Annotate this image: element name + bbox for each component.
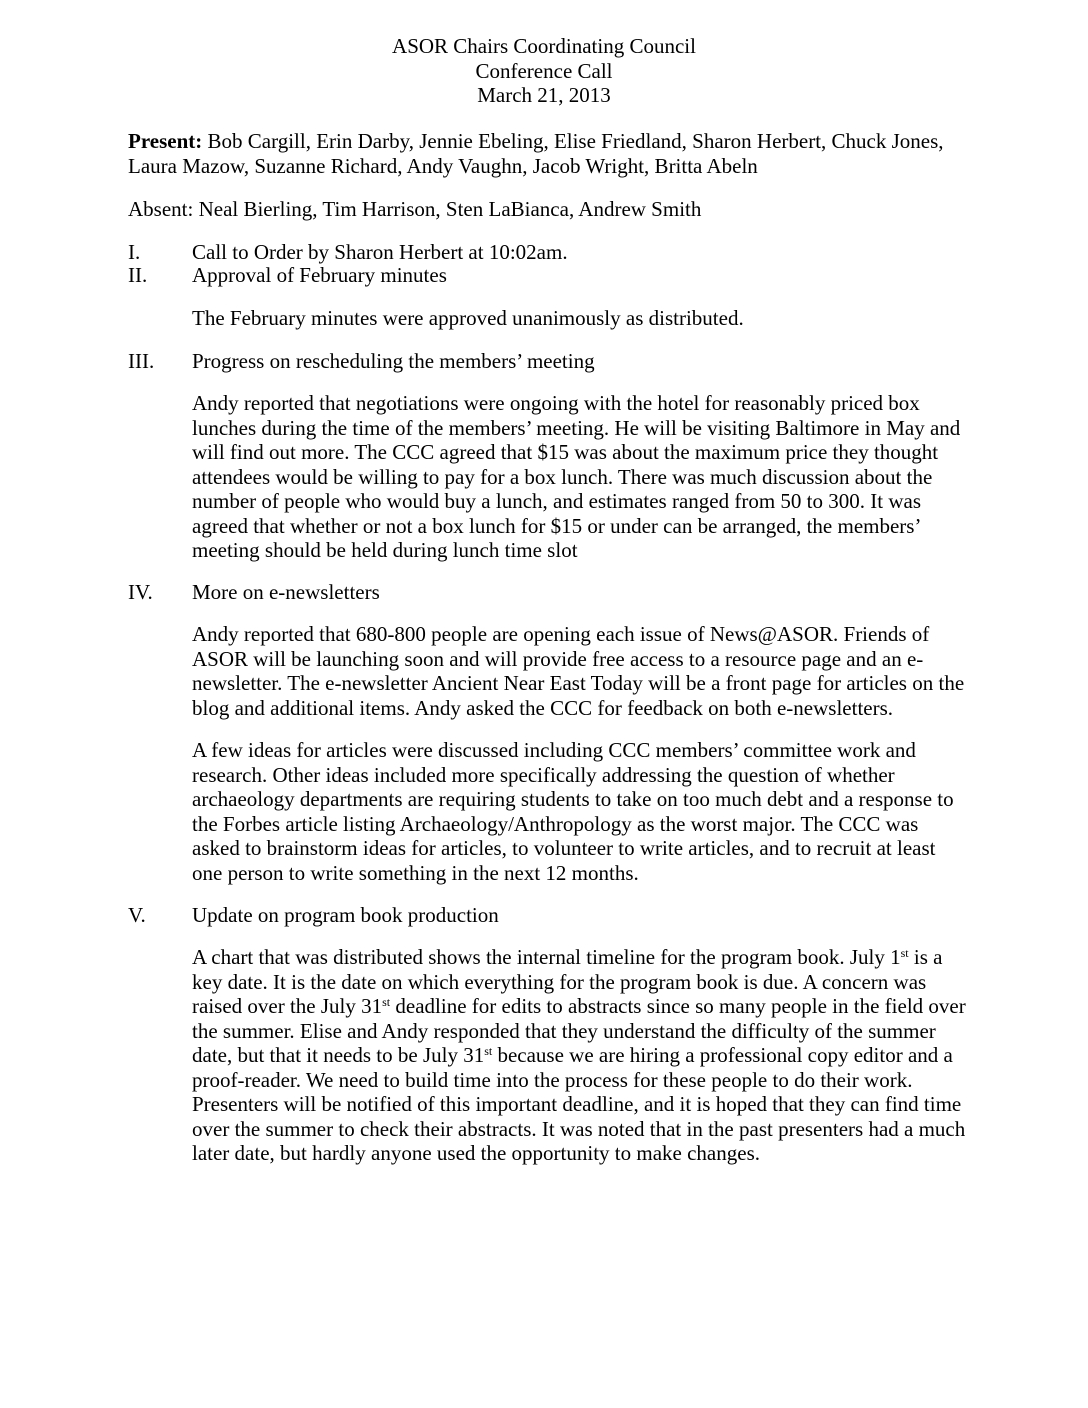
- ordinal-suffix: st: [484, 1044, 493, 1058]
- item-5-text-part-3: deadline for edits to abstracts since so many people in the field over the summer. Elise and Andy responded that they understand the difficulty of the summer date, but that it needs to be July 31: [192, 994, 966, 1067]
- item-5-title: Update on program book production: [192, 903, 499, 927]
- present-label: Present:: [128, 129, 203, 153]
- item-3-title: Progress on rescheduling the members’ meeting: [192, 349, 595, 373]
- item-4-number: IV.: [128, 580, 153, 604]
- document-header: [0, 34, 1088, 108]
- item-5-text-part-2: is a key date. It is the date on which everything for the program book is due. A concern was raised over the July 31: [192, 945, 943, 1018]
- header-title: ASOR Chairs Coordinating Council: [392, 34, 696, 58]
- item-2-title: Approval of February minutes: [192, 263, 447, 287]
- ordinal-suffix: st: [382, 995, 391, 1009]
- item-4-paragraph-1: Andy reported that 680-800 people are opening each issue of News@ASOR. Friends of ASOR will be launching soon and will provide free access to a resource page and an e-newsletter. The e-newsletter Ancient Near East Today will be a front page for articles on the blog and additional items. Andy asked the CCC for feedback on both e-newsletters.: [192, 622, 965, 720]
- absent-list: Absent: Neal Bierling, Tim Harrison, Sten LaBianca, Andrew Smith: [128, 197, 702, 221]
- header-date: March 21, 2013: [477, 83, 611, 107]
- ordinal-suffix: st: [900, 946, 909, 960]
- present-list: [128, 129, 970, 178]
- item-4-title: More on e-newsletters: [192, 580, 380, 604]
- item-3-paragraph: Andy reported that negotiations were ongoing with the hotel for reasonably priced box lunches during the time of the members’ meeting. He will be visiting Baltimore in May and will find out more. The CCC agreed that $15 was about the maximum price they thought attendees would be willing to pay for a box lunch. There was much discussion about the number of people who would buy a lunch, and estimates ranged from 50 to 300. It was agreed that whether or not a box lunch for $15 or under can be arranged, the members’ meeting should be held during lunch time slot: [192, 391, 961, 562]
- item-2-number: II.: [128, 263, 148, 287]
- item-5-number: V.: [128, 903, 146, 927]
- item-5-text-part-1: A chart that was distributed shows the internal timeline for the program book. July 1: [192, 945, 901, 969]
- item-1-number: I.: [128, 240, 141, 264]
- present-names: Bob Cargill, Erin Darby, Jennie Ebeling, Elise Friedland, Sharon Herbert, Chuck Jones, Laura Mazow, Suzanne Richard, Andy Vaughn, Jacob Wright, Britta Abeln: [128, 129, 944, 178]
- item-3-number: III.: [128, 349, 155, 373]
- item-5-paragraph: [192, 945, 970, 1166]
- header-subtitle: Conference Call: [475, 58, 613, 83]
- item-1-title: Call to Order by Sharon Herbert at 10:02am.: [192, 240, 568, 264]
- item-2-paragraph: The February minutes were approved unanimously as distributed.: [192, 306, 744, 330]
- item-4-paragraph-2: A few ideas for articles were discussed including CCC members’ committee work and research. Other ideas included more specifically addressing the question of whether archaeology departments are requiring students to take on too much debt and a response to the Forbes article listing Archaeology/Anthropology as the worst major. The CCC was asked to brainstorm ideas for articles, to volunteer to write articles, and to recruit at least one person to write something in the next 12 months.: [192, 738, 954, 885]
- item-5-text-part-4: because we are hiring a professional copy editor and a proof-reader. We need to build time into the process for these people to do their work. Presenters will be notified of this important deadline, and it is hoped that they can find time over the summer to check their abstracts. It was noted that in the past presenters had a much later date, but hardly anyone used the opportunity to make changes.: [192, 1043, 966, 1165]
